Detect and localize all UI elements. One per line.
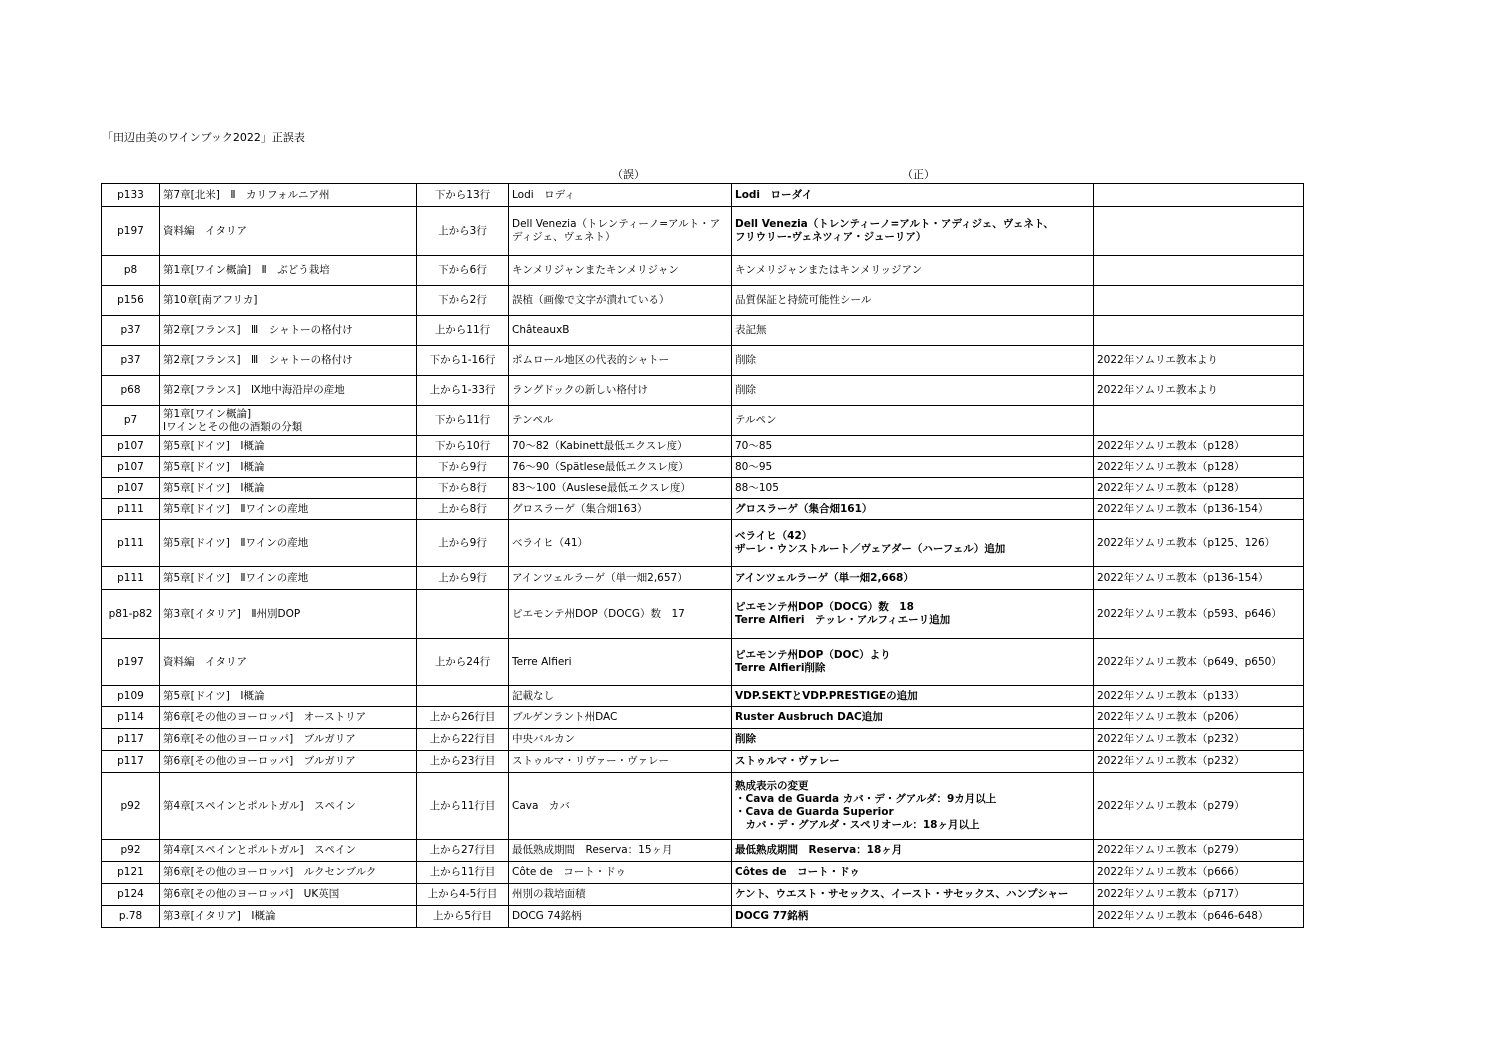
line-cell: 上から22行目 bbox=[417, 729, 509, 751]
correct-cell: 熟成表示の変更 ・Cava de Guarda カバ・デ・グアルダ：9カ月以上 ・Cava de Guarda Superior カバ・デ・グアルダ・スペリオール：18ヶ月以上 bbox=[732, 773, 1094, 840]
page-cell: p81-p82 bbox=[102, 590, 160, 639]
wrong-cell: Lodi ロディ bbox=[509, 184, 732, 207]
note-cell: 2022年ソムリエ教本より bbox=[1094, 346, 1304, 376]
correct-cell: 表記無 bbox=[732, 316, 1094, 346]
section-cell: 第6章[その他のヨーロッパ] ブルガリア bbox=[160, 729, 417, 751]
line-cell: 下から6行 bbox=[417, 256, 509, 286]
table-row bbox=[102, 862, 1304, 884]
table-row bbox=[102, 184, 1304, 207]
wrong-cell: ブルゲンラント州DAC bbox=[509, 707, 732, 729]
table-row bbox=[102, 520, 1304, 567]
wrong-cell: 記載なし bbox=[509, 686, 732, 707]
correct-cell: Côtes de コート・ドゥ bbox=[732, 862, 1094, 884]
note-cell: 2022年ソムリエ教本より bbox=[1094, 376, 1304, 406]
note-cell bbox=[1094, 256, 1304, 286]
note-cell: 2022年ソムリエ教本（p666） bbox=[1094, 862, 1304, 884]
correct-cell: 88～105 bbox=[732, 478, 1094, 499]
section-cell: 第5章[ドイツ] Ⅱワインの産地 bbox=[160, 567, 417, 590]
note-cell bbox=[1094, 316, 1304, 346]
line-cell: 上から3行 bbox=[417, 207, 509, 256]
section-cell: 第2章[フランス] Ⅸ地中海沿岸の産地 bbox=[160, 376, 417, 406]
table-row bbox=[102, 639, 1304, 686]
page-cell: p.78 bbox=[102, 906, 160, 928]
page-cell: p156 bbox=[102, 286, 160, 316]
correct-cell: キンメリジャンまたはキンメリッジアン bbox=[732, 256, 1094, 286]
wrong-cell: ベライヒ（41） bbox=[509, 520, 732, 567]
section-cell: 第2章[フランス] Ⅲ シャトーの格付け bbox=[160, 346, 417, 376]
table-row bbox=[102, 590, 1304, 639]
table-row bbox=[102, 286, 1304, 316]
wrong-cell: ストゥルマ・リヴァー・ヴァレー bbox=[509, 751, 732, 773]
correct-cell: グロスラーゲ（集合畑161） bbox=[732, 499, 1094, 520]
wrong-cell: 76～90（Spätlese最低エクスレ度） bbox=[509, 457, 732, 478]
section-cell: 第1章[ワイン概論] Ⅰワインとその他の酒類の分類 bbox=[160, 406, 417, 436]
wrong-cell: ポムロール地区の代表的シャトー bbox=[509, 346, 732, 376]
wrong-cell: キンメリジャンまたキンメリジャン bbox=[509, 256, 732, 286]
section-cell: 第6章[その他のヨーロッパ] UK英国 bbox=[160, 884, 417, 906]
page-cell: p107 bbox=[102, 436, 160, 457]
table-row bbox=[102, 436, 1304, 457]
note-cell: 2022年ソムリエ教本（p128） bbox=[1094, 478, 1304, 499]
page-cell: p111 bbox=[102, 499, 160, 520]
page-cell: p111 bbox=[102, 520, 160, 567]
page-cell: p37 bbox=[102, 346, 160, 376]
page-cell: p114 bbox=[102, 707, 160, 729]
wrong-cell: ピエモンテ州DOP（DOCG）数 17 bbox=[509, 590, 732, 639]
section-cell: 第4章[スペインとポルトガル] スペイン bbox=[160, 840, 417, 862]
line-cell: 上から27行目 bbox=[417, 840, 509, 862]
note-cell: 2022年ソムリエ教本（p128） bbox=[1094, 436, 1304, 457]
wrong-cell: 83～100（Auslese最低エクスレ度） bbox=[509, 478, 732, 499]
note-cell bbox=[1094, 207, 1304, 256]
page-cell: p107 bbox=[102, 478, 160, 499]
errata-body bbox=[102, 184, 1304, 928]
section-cell: 第4章[スペインとポルトガル] スペイン bbox=[160, 773, 417, 840]
wrong-cell: Dell Venezia（トレンティーノ=アルト・アディジェ、ヴェネト） bbox=[509, 207, 732, 256]
correct-cell: ピエモンテ州DOP（DOCG）数 18 Terre Alfieri テッレ・アルフィエーリ追加 bbox=[732, 590, 1094, 639]
wrong-cell: グロスラーゲ（集合畑163） bbox=[509, 499, 732, 520]
note-cell: 2022年ソムリエ教本（p279） bbox=[1094, 773, 1304, 840]
wrong-cell: DOCG 74銘柄 bbox=[509, 906, 732, 928]
page-cell: p117 bbox=[102, 729, 160, 751]
wrong-cell: 誤植（画像で文字が潰れている） bbox=[509, 286, 732, 316]
page-cell: p92 bbox=[102, 840, 160, 862]
note-cell: 2022年ソムリエ教本（p649、p650） bbox=[1094, 639, 1304, 686]
table-row bbox=[102, 478, 1304, 499]
line-cell bbox=[417, 590, 509, 639]
correct-cell: Lodi ローダイ bbox=[732, 184, 1094, 207]
wrong-cell: テンペル bbox=[509, 406, 732, 436]
line-cell: 上から11行目 bbox=[417, 862, 509, 884]
wrong-cell: 70～82（Kabinett最低エクスレ度） bbox=[509, 436, 732, 457]
note-cell bbox=[1094, 406, 1304, 436]
correct-cell: 削除 bbox=[732, 376, 1094, 406]
table-row bbox=[102, 207, 1304, 256]
wrong-cell: 中央バルカン bbox=[509, 729, 732, 751]
table-row bbox=[102, 406, 1304, 436]
errata-table bbox=[101, 183, 1304, 928]
correct-cell: 80～95 bbox=[732, 457, 1094, 478]
section-cell: 第5章[ドイツ] Ⅱワインの産地 bbox=[160, 499, 417, 520]
correct-cell: Dell Venezia（トレンティーノ=アルト・アディジェ、ヴェネト、 フリウリー-ヴェネツィア・ジューリア） bbox=[732, 207, 1094, 256]
section-cell: 第1章[ワイン概論] Ⅱ ぶどう栽培 bbox=[160, 256, 417, 286]
line-cell: 上から9行 bbox=[417, 520, 509, 567]
correct-cell: 品質保証と持続可能性シール bbox=[732, 286, 1094, 316]
page-cell: p8 bbox=[102, 256, 160, 286]
table-row bbox=[102, 376, 1304, 406]
wrong-cell: ラングドックの新しい格付け bbox=[509, 376, 732, 406]
line-cell: 下から13行 bbox=[417, 184, 509, 207]
table-row bbox=[102, 707, 1304, 729]
header-wrong: （誤） bbox=[612, 168, 645, 181]
note-cell: 2022年ソムリエ教本（p593、p646） bbox=[1094, 590, 1304, 639]
table-row bbox=[102, 256, 1304, 286]
line-cell: 上から5行目 bbox=[417, 906, 509, 928]
page-cell: p68 bbox=[102, 376, 160, 406]
line-cell: 上から26行目 bbox=[417, 707, 509, 729]
table-row bbox=[102, 686, 1304, 707]
table-row bbox=[102, 729, 1304, 751]
table-row bbox=[102, 840, 1304, 862]
header-right: （正） bbox=[902, 168, 935, 181]
section-cell: 第5章[ドイツ] Ⅰ概論 bbox=[160, 436, 417, 457]
table-row bbox=[102, 567, 1304, 590]
line-cell: 上から11行目 bbox=[417, 773, 509, 840]
page-cell: p7 bbox=[102, 406, 160, 436]
section-cell: 第2章[フランス] Ⅲ シャトーの格付け bbox=[160, 316, 417, 346]
table-row bbox=[102, 457, 1304, 478]
section-cell: 資料編 イタリア bbox=[160, 639, 417, 686]
page-cell: p107 bbox=[102, 457, 160, 478]
note-cell: 2022年ソムリエ教本（p136-154） bbox=[1094, 567, 1304, 590]
note-cell: 2022年ソムリエ教本（p279） bbox=[1094, 840, 1304, 862]
line-cell: 上から9行 bbox=[417, 567, 509, 590]
correct-cell: DOCG 77銘柄 bbox=[732, 906, 1094, 928]
page-cell: p109 bbox=[102, 686, 160, 707]
wrong-cell: 州別の栽培面積 bbox=[509, 884, 732, 906]
page-cell: p197 bbox=[102, 207, 160, 256]
note-cell: 2022年ソムリエ教本（p232） bbox=[1094, 729, 1304, 751]
line-cell: 上から23行目 bbox=[417, 751, 509, 773]
correct-cell: VDP.SEKTとVDP.PRESTIGEの追加 bbox=[732, 686, 1094, 707]
line-cell: 下から8行 bbox=[417, 478, 509, 499]
note-cell: 2022年ソムリエ教本（p136-154） bbox=[1094, 499, 1304, 520]
wrong-cell: 最低熟成期間 Reserva：15ヶ月 bbox=[509, 840, 732, 862]
page-cell: p121 bbox=[102, 862, 160, 884]
correct-cell: 最低熟成期間 Reserva：18ヶ月 bbox=[732, 840, 1094, 862]
table-row bbox=[102, 906, 1304, 928]
wrong-cell: Cava カバ bbox=[509, 773, 732, 840]
page-cell: p111 bbox=[102, 567, 160, 590]
line-cell: 下から10行 bbox=[417, 436, 509, 457]
note-cell: 2022年ソムリエ教本（p133） bbox=[1094, 686, 1304, 707]
wrong-cell: Terre Alfieri bbox=[509, 639, 732, 686]
table-row bbox=[102, 499, 1304, 520]
note-cell bbox=[1094, 286, 1304, 316]
table-row bbox=[102, 884, 1304, 906]
table-row bbox=[102, 773, 1304, 840]
section-cell: 第6章[その他のヨーロッパ] ルクセンブルク bbox=[160, 862, 417, 884]
correct-cell: 削除 bbox=[732, 346, 1094, 376]
note-cell: 2022年ソムリエ教本（p646-648） bbox=[1094, 906, 1304, 928]
section-cell: 第5章[ドイツ] Ⅰ概論 bbox=[160, 686, 417, 707]
correct-cell: ケント、ウエスト・サセックス、イースト・サセックス、ハンプシャー bbox=[732, 884, 1094, 906]
wrong-cell: アインツェルラーゲ（単一畑2,657） bbox=[509, 567, 732, 590]
section-cell: 第6章[その他のヨーロッパ] オーストリア bbox=[160, 707, 417, 729]
line-cell: 上から1-33行 bbox=[417, 376, 509, 406]
note-cell: 2022年ソムリエ教本（p232） bbox=[1094, 751, 1304, 773]
section-cell: 第5章[ドイツ] Ⅰ概論 bbox=[160, 478, 417, 499]
line-cell: 下から2行 bbox=[417, 286, 509, 316]
page-cell: p117 bbox=[102, 751, 160, 773]
section-cell: 第5章[ドイツ] Ⅱワインの産地 bbox=[160, 520, 417, 567]
section-cell: 第7章[北米] Ⅱ カリフォルニア州 bbox=[160, 184, 417, 207]
line-cell: 下から11行 bbox=[417, 406, 509, 436]
correct-cell: アインツェルラーゲ（単一畑2,668） bbox=[732, 567, 1094, 590]
correct-cell: Ruster Ausbruch DAC追加 bbox=[732, 707, 1094, 729]
section-cell: 第5章[ドイツ] Ⅰ概論 bbox=[160, 457, 417, 478]
correct-cell: ストゥルマ・ヴァレー bbox=[732, 751, 1094, 773]
correct-cell: テルペン bbox=[732, 406, 1094, 436]
section-cell: 第6章[その他のヨーロッパ] ブルガリア bbox=[160, 751, 417, 773]
section-cell: 資料編 イタリア bbox=[160, 207, 417, 256]
section-cell: 第3章[イタリア] Ⅱ州別DOP bbox=[160, 590, 417, 639]
correct-cell: 削除 bbox=[732, 729, 1094, 751]
section-cell: 第10章[南アフリカ] bbox=[160, 286, 417, 316]
line-cell bbox=[417, 686, 509, 707]
page-cell: p124 bbox=[102, 884, 160, 906]
wrong-cell: ChâteauxB bbox=[509, 316, 732, 346]
page-cell: p37 bbox=[102, 316, 160, 346]
table-row bbox=[102, 751, 1304, 773]
page-cell: p133 bbox=[102, 184, 160, 207]
line-cell: 上から4-5行目 bbox=[417, 884, 509, 906]
line-cell: 上から24行 bbox=[417, 639, 509, 686]
table-row bbox=[102, 316, 1304, 346]
section-cell: 第3章[イタリア] Ⅰ概論 bbox=[160, 906, 417, 928]
correct-cell: 70～85 bbox=[732, 436, 1094, 457]
line-cell: 上から11行 bbox=[417, 316, 509, 346]
page-cell: p92 bbox=[102, 773, 160, 840]
note-cell: 2022年ソムリエ教本（p128） bbox=[1094, 457, 1304, 478]
wrong-cell: Côte de コート・ドゥ bbox=[509, 862, 732, 884]
note-cell bbox=[1094, 184, 1304, 207]
line-cell: 下から1-16行 bbox=[417, 346, 509, 376]
correct-cell: ピエモンテ州DOP（DOC）より Terre Alfieri削除 bbox=[732, 639, 1094, 686]
page-cell: p197 bbox=[102, 639, 160, 686]
note-cell: 2022年ソムリエ教本（p125、126） bbox=[1094, 520, 1304, 567]
correct-cell: ベライヒ（42） ザーレ・ウンストルート／ヴェアダー（ハーフェル）追加 bbox=[732, 520, 1094, 567]
note-cell: 2022年ソムリエ教本（p206） bbox=[1094, 707, 1304, 729]
note-cell: 2022年ソムリエ教本（p717） bbox=[1094, 884, 1304, 906]
line-cell: 上から8行 bbox=[417, 499, 509, 520]
table-row bbox=[102, 346, 1304, 376]
line-cell: 下から9行 bbox=[417, 457, 509, 478]
document-title: 「田辺由美のワインブック2022」正誤表 bbox=[102, 131, 305, 144]
